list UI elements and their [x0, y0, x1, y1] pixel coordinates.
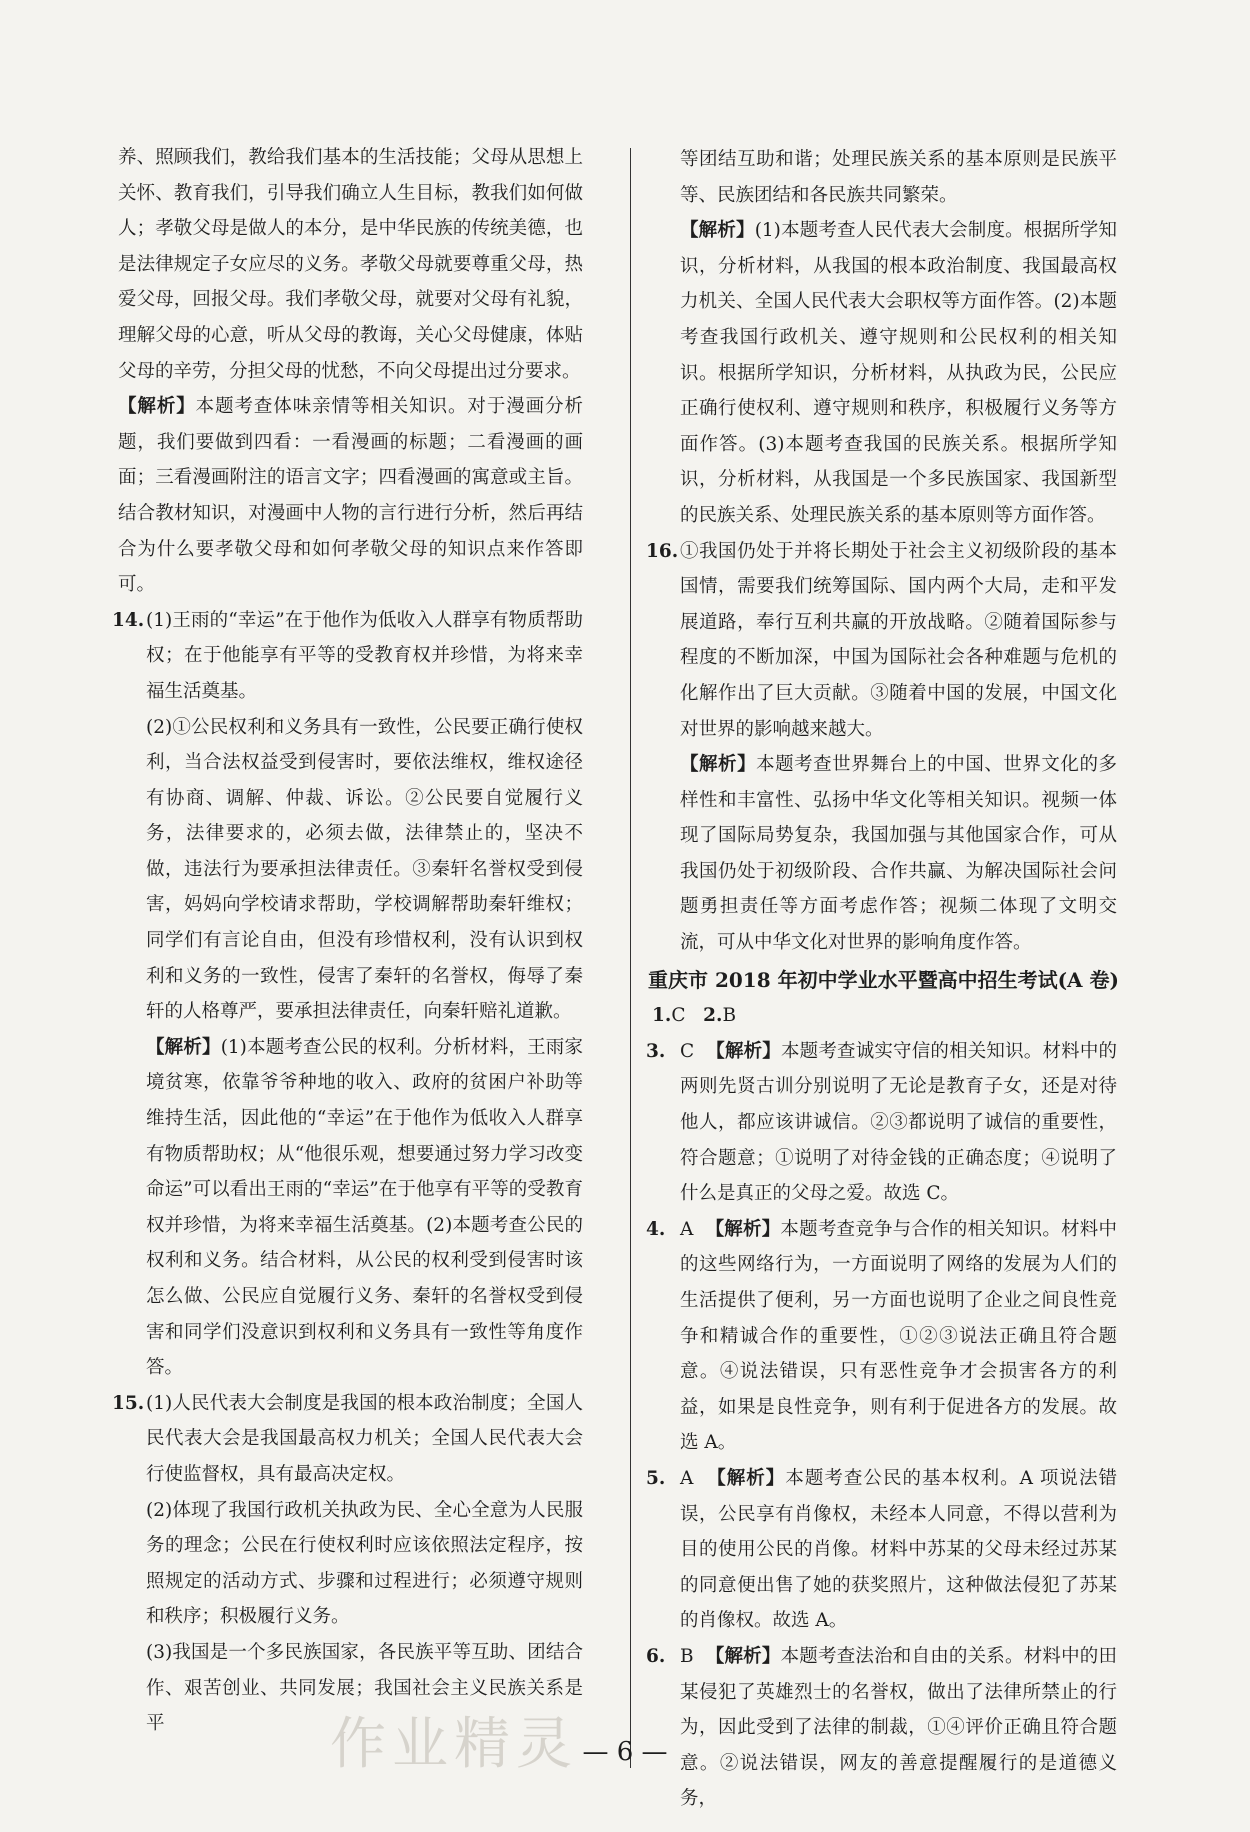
answer-part: ①我国仍处于并将长期处于社会主义初级阶段的基本国情，需要我们统筹国际、国内两个大局，走和平发展道路，奉行互利共赢的开放战略。②随着国际参与程度的不断加深，中国为国际社会各种难题与危机的化解作出了巨大贡献。③随着中国的发展，中国文化对世界的影响越来越大。: [680, 540, 1117, 740]
answer-part: (1)王雨的“幸运”在于他作为低收入人群享有物质帮助权；在于他能享有平等的受教育权并珍惜，为将来幸福生活奠基。: [146, 609, 583, 702]
analysis-paragraph: [680, 747, 1117, 961]
section-title: 重庆市 2018 年初中学业水平暨高中招生考试(A 卷): [648, 967, 1119, 992]
analysis-tag: 【解析】: [706, 1040, 781, 1062]
analysis-paragraph: [652, 213, 1117, 533]
analysis-text: 本题考查公民的基本权利。A 项说法错误，公民享有肖像权，未经本人同意，不得以营利为目的使用公民的肖像。材料中苏某的父母未经过苏某的同意便出售了她的获奖照片，这种做法侵犯了苏某的肖像权。故选 A。: [680, 1467, 1117, 1632]
analysis-text: (1)本题考查人民代表大会制度。根据所学知识，分析材料，从我国的根本政治制度、我国最高权力机关、全国人民代表大会职权等方面作答。(2)本题考查我国行政机关、遵守规则和公民权利的相关知识。根据所学知识，分析材料，从执政为民，公民应正确行使权利、遵守规则和秩序，积极履行义务等方面作答。(3)本题考查我国的民族关系。根据所学知识，分析材料，从我国是一个多民族国家、我国新型的民族关系、处理民族关系的基本原则等方面作答。: [680, 220, 1117, 526]
paragraph: 养、照顾我们，教给我们基本的生活技能；父母从思想上关怀、教育我们，引导我们确立人生目标，教我们如何做人；孝敬父母是做人的本分，是中华民族的传统美德，也是法律规定子女应尽的义务。孝敬父母就要尊重父母，热爱父母，回报父母。我们孝敬父母，就要对父母有礼貌，理解父母的心意，听从父母的教诲，关心父母健康，体贴父母的辛劳，分担父母的忧愁，不向父母提出过分要求。: [118, 147, 583, 382]
analysis-paragraph: [680, 1461, 1117, 1639]
question-number: 3.: [646, 1040, 666, 1062]
answer-choice: C: [680, 1040, 695, 1062]
question-15: [112, 1386, 583, 1742]
answer-part: (1)人民代表大会制度是我国的根本政治制度；全国人民代表大会是我国最高权力机关；全国人民代表大会行使监督权，具有最高决定权。: [146, 1392, 583, 1485]
answers-1-2: [652, 998, 1117, 1034]
page-number: — 6 —: [582, 1737, 668, 1767]
question-number: 6.: [646, 1645, 666, 1667]
answer-choice: B: [722, 1005, 737, 1027]
question-number: 5.: [646, 1467, 666, 1489]
answer-part: (3)我国是一个多民族国家，各民族平等互助、团结合作、艰苦创业、共同发展；我国社会主义民族关系是平: [146, 1641, 583, 1735]
analysis-paragraph: [680, 1034, 1117, 1212]
answer-choice: A: [680, 1467, 694, 1489]
column-divider: [630, 148, 631, 1768]
question-6: [646, 1639, 1117, 1817]
analysis-tag: 【解析】: [680, 754, 757, 776]
question-number: 2.: [703, 1005, 723, 1027]
question-number: 16.: [646, 540, 679, 562]
analysis-text: 本题考查竞争与合作的相关知识。材料中的这些网络行为，一方面说明了网络的发展为人们的生活提供了便利，另一方面也说明了企业之间良性竞争和精诚合作的重要性，①②③说法正确且符合题意。④说法错误，只有恶性竞争才会损害各方的利益，如果是良性竞争，则有利于促进各方的发展。故选 A。: [680, 1218, 1117, 1454]
question-number: 14.: [112, 609, 145, 631]
analysis-text: (1)本题考查公民的权利。分析材料，王雨家境贫寒，依靠爷爷种地的收入、政府的贫困户补助等维持生活，因此他的“幸运”在于他作为低收入人群享有物质帮助权；从“他很乐观，想要通过努力学习改变命运”可以看出王雨的“幸运”在于他享有平等的受教育权并珍惜，为将来幸福生活奠基。(2)本题考查公民的权利和义务。结合材料，从公民的权利受到侵害时该怎么做、公民应自觉履行义务、秦轩的名誉权受到侵害和同学们没意识到权利和义务具有一致性等角度作答。: [146, 1036, 583, 1379]
analysis-tag: 【解析】: [146, 1036, 221, 1058]
question-3: [646, 1034, 1117, 1212]
analysis-paragraph: [146, 1030, 583, 1386]
analysis-tag: 【解析】: [707, 1467, 786, 1489]
analysis-text: 本题考查体味亲情等相关知识。对于漫画分析题，我们要做到四看：一看漫画的标题；二看漫画的画面；三看漫画附注的语言文字；四看漫画的寓意或主旨。结合教材知识，对漫画中人物的言行进行分析，然后再结合为什么要孝敬父母和如何孝敬父母的知识点来作答即可。: [118, 396, 583, 596]
analysis-paragraph: [680, 1212, 1117, 1461]
analysis-text: 本题考查诚实守信的相关知识。材料中的两则先贤古训分别说明了无论是教育子女，还是对待他人，都应该讲诚信。②③都说明了诚信的重要性，符合题意；①说明了对待金钱的正确态度；④说明了什么是真正的父母之爱。故选 C。: [680, 1040, 1117, 1205]
analysis-text: 本题考查法治和自由的关系。材料中的田某侵犯了英雄烈士的名誉权，做出了法律所禁止的行为，因此受到了法律的制裁，①④评价正确且符合题意。②说法错误，网友的善意提醒履行的是道德义务，: [680, 1645, 1117, 1810]
analysis-paragraph: [118, 389, 583, 603]
question-16: [646, 534, 1117, 961]
question-4: [646, 1212, 1117, 1461]
analysis-tag: 【解析】: [118, 396, 196, 418]
question-14: [112, 603, 583, 1386]
analysis-text: 本题考查世界舞台上的中国、世界文化的多样性和丰富性、弘扬中华文化等相关知识。视频一体现了国际局势复杂，我国加强与其他国家合作，可从我国仍处于初级阶段、合作共赢、为解决国际社会问题勇担责任等方面考虑作答；视频二体现了文明交流，可从中华文化对世界的影响角度作答。: [680, 754, 1117, 954]
watermark: 作业精灵: [330, 1712, 578, 1777]
analysis-tag: 【解析】: [705, 1218, 781, 1240]
answer-part: (2)①公民权利和义务具有一致性，公民要正确行使权利，当合法权益受到侵害时，要依法维权，维权途径有协商、调解、仲裁、诉讼。②公民要自觉履行义务，法律要求的，必须去做，法律禁止的，坚决不做，违法行为要承担法律责任。③秦轩名誉权受到侵害，妈妈向学校请求帮助，学校调解帮助秦轩维权；同学们有言论自由，但没有珍惜权利，没有认识到权利和义务的一致性，侵害了秦轩的名誉权，侮辱了秦轩的人格尊严，要承担法律责任，向秦轩赔礼道歉。: [146, 716, 583, 1023]
answer-part: (2)体现了我国行政机关执政为民、全心全意为人民服务的理念；公民在行使权利时应该依照法定程序，按照规定的活动方式、步骤和过程进行；必须遵守规则和秩序；积极履行义务。: [146, 1499, 583, 1628]
right-column: [646, 142, 1119, 1817]
question-number: 1.: [652, 1005, 672, 1027]
answer-choice: B: [680, 1645, 694, 1667]
question-number: 4.: [646, 1218, 666, 1240]
left-column: [112, 140, 583, 1742]
answer-choice: A: [680, 1218, 694, 1240]
answer-choice: C: [671, 1005, 686, 1027]
paragraph: 等团结互助和谐；处理民族关系的基本原则是民族平等、民族团结和各民族共同繁荣。: [680, 149, 1117, 206]
question-number: 15.: [112, 1392, 145, 1414]
analysis-paragraph: [680, 1639, 1117, 1817]
question-5: [646, 1461, 1117, 1639]
analysis-tag: 【解析】: [680, 220, 755, 242]
analysis-tag: 【解析】: [705, 1645, 781, 1667]
